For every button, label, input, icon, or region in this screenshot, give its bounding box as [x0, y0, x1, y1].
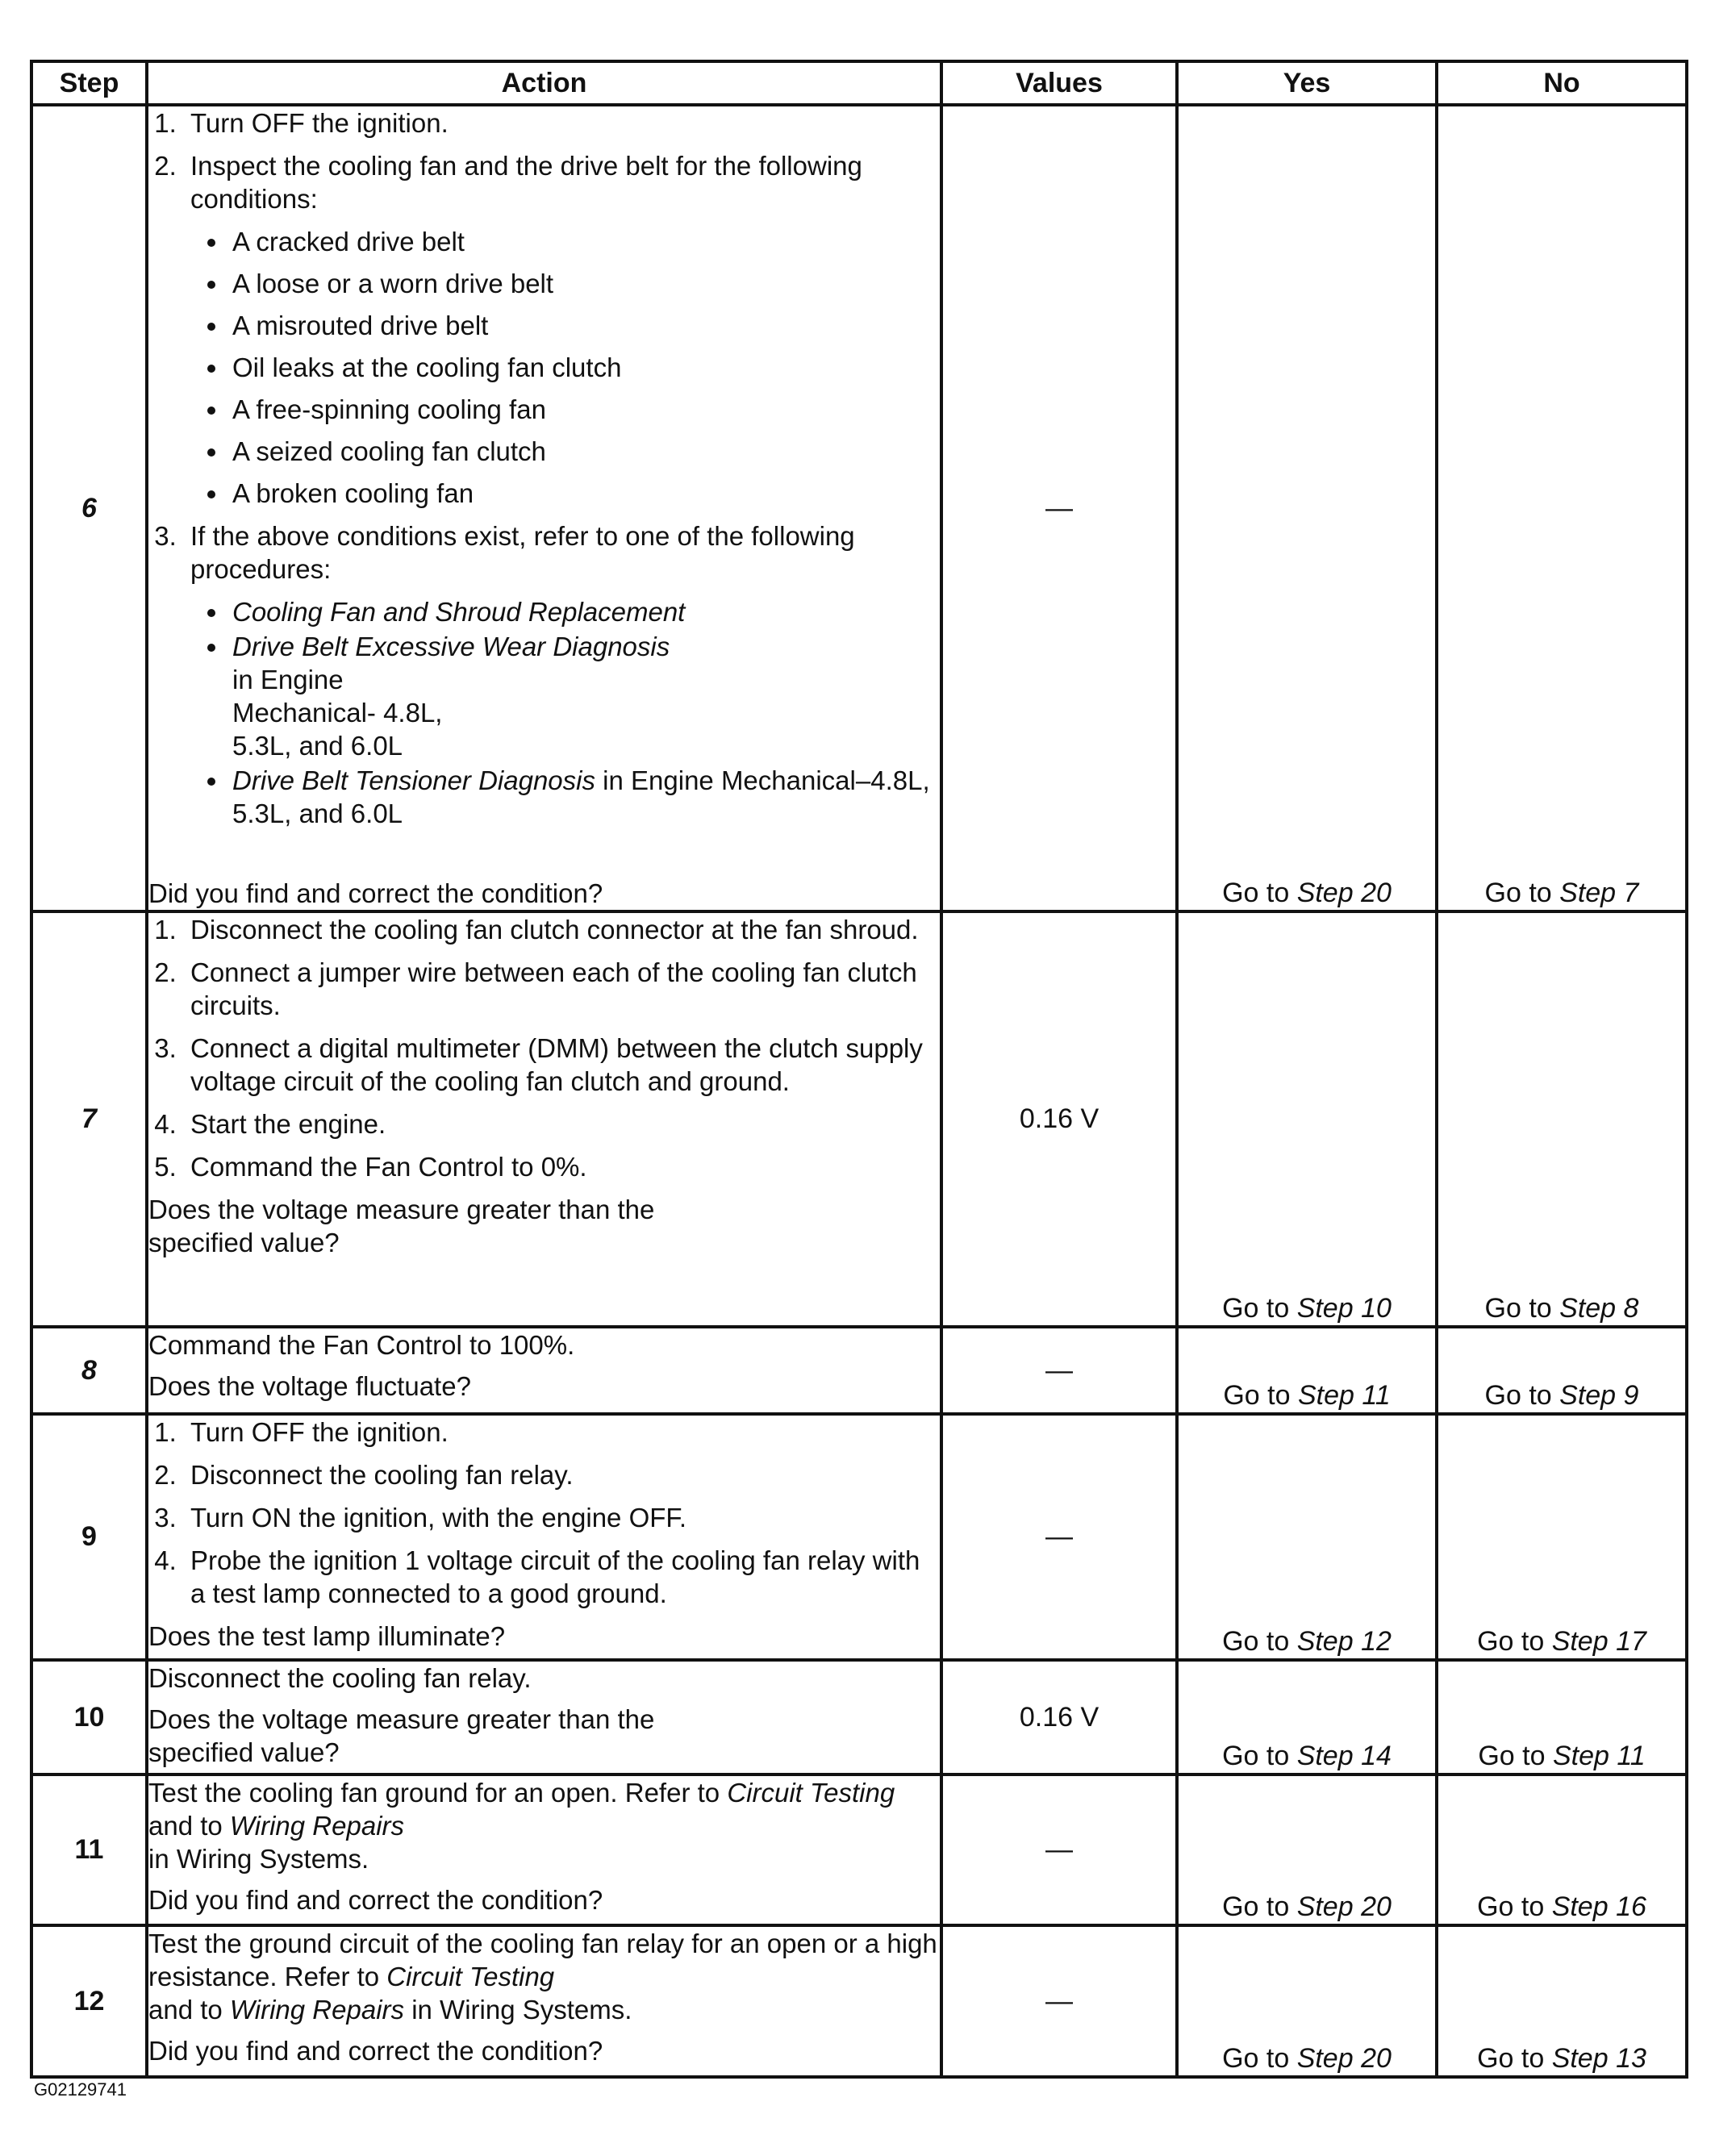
table-row — [31, 1774, 1687, 1925]
yes-cell — [1177, 1925, 1437, 2077]
goto-step-link[interactable]: Step 11 — [1297, 1380, 1391, 1411]
action-steps — [148, 913, 940, 1183]
action-step-text: Inspect the cooling fan and the drive belt for the following conditions: — [190, 151, 862, 214]
goto-step-link[interactable]: Step 20 — [1296, 1891, 1392, 1922]
action-cell — [147, 1660, 941, 1774]
action-step: 4. Probe the ignition 1 voltage circuit of the cooling fan relay with a test lamp connected to a good ground. — [184, 1544, 940, 1610]
yes-cell — [1177, 1660, 1437, 1774]
action-step: 1. Turn OFF the ignition. — [184, 106, 940, 140]
procedure-list — [190, 595, 940, 830]
action-text-part: in Wiring Systems. — [404, 1995, 632, 2025]
diagnostic-table-container — [30, 60, 1685, 2079]
goto-prefix: Go to — [1478, 1741, 1553, 1771]
yes-cell — [1177, 105, 1437, 911]
action-steps — [148, 106, 940, 830]
no-cell — [1437, 1327, 1687, 1414]
list-item: • A misrouted drive belt — [229, 309, 940, 342]
procedure-location: in Engine Mechanical- 4.8L, 5.3L, and 6.0L — [232, 665, 443, 761]
header-row — [31, 61, 1687, 105]
goto-prefix: Go to — [1222, 1741, 1297, 1771]
action-cell — [147, 1925, 941, 2077]
action-text — [148, 1927, 940, 2026]
list-item — [229, 764, 940, 830]
table-row — [31, 1660, 1687, 1774]
table-row — [31, 911, 1687, 1327]
wiring-repairs-link[interactable]: Wiring Repairs — [229, 1811, 405, 1841]
goto-prefix: Go to — [1477, 1891, 1552, 1922]
value-cell: 0.16 V — [941, 1660, 1177, 1774]
action-step: 3. Turn ON the ignition, with the engine OFF. — [184, 1501, 940, 1534]
no-cell — [1437, 1925, 1687, 2077]
action-step: 2. Connect a jumper wire between each of the cooling fan clutch circuits. — [184, 956, 940, 1022]
goto-step-link[interactable]: Step 20 — [1296, 2043, 1392, 2074]
goto-prefix: Go to — [1222, 1293, 1297, 1324]
action-text: Disconnect the cooling fan relay. — [148, 1663, 532, 1693]
goto-prefix: Go to — [1222, 2043, 1297, 2074]
question-text: Does the voltage measure greater than the specified value? — [148, 1195, 655, 1257]
list-item: • A seized cooling fan clutch — [229, 435, 940, 468]
action-step: 5. Command the Fan Control to 0%. — [184, 1150, 940, 1183]
action-step — [184, 519, 940, 830]
yes-cell — [1177, 1774, 1437, 1925]
goto-prefix: Go to — [1223, 1380, 1298, 1411]
action-text-part: in Wiring Systems. — [148, 1844, 369, 1874]
procedure-location: in Engine Mechanical–4.8L, 5.3L, and 6.0L — [232, 765, 930, 828]
list-item: • A cracked drive belt — [229, 225, 940, 258]
goto-prefix: Go to — [1222, 1891, 1297, 1922]
action-cell — [147, 911, 941, 1327]
goto-prefix: Go to — [1484, 1293, 1560, 1324]
procedure-link[interactable]: Drive Belt Excessive Wear Diagnosis — [232, 632, 670, 661]
action-cell — [147, 1327, 941, 1414]
question-text: Does the test lamp illuminate? — [148, 1621, 506, 1651]
goto-prefix: Go to — [1477, 2043, 1552, 2074]
header-action: Action — [147, 61, 941, 105]
action-step — [184, 149, 940, 510]
no-cell — [1437, 105, 1687, 911]
goto-step-link[interactable]: Step 9 — [1559, 1380, 1639, 1411]
step-number: 9 — [31, 1414, 147, 1660]
action-cell — [147, 1774, 941, 1925]
action-cell — [147, 1414, 941, 1660]
step-number: 6 — [31, 105, 147, 911]
goto-step-link[interactable]: Step 7 — [1559, 878, 1639, 908]
list-item — [229, 595, 940, 628]
action-step: 4. Start the engine. — [184, 1107, 940, 1141]
step-number: 12 — [31, 1925, 147, 2077]
question-text: Did you find and correct the condition? — [148, 1885, 603, 1915]
action-step: 2. Disconnect the cooling fan relay. — [184, 1458, 940, 1491]
value-cell: 0.16 V — [941, 911, 1177, 1327]
action-text-part: and to — [148, 1811, 230, 1841]
goto-prefix: Go to — [1222, 878, 1297, 908]
goto-step-link[interactable]: Step 10 — [1296, 1293, 1392, 1324]
circuit-testing-link[interactable]: Circuit Testing — [386, 1962, 555, 1991]
question-text: Does the voltage measure greater than the specified value? — [148, 1704, 655, 1767]
goto-prefix: Go to — [1222, 1626, 1297, 1657]
no-cell — [1437, 1414, 1687, 1660]
action-text-part: Test the cooling fan ground for an open. Refer to — [148, 1778, 728, 1808]
circuit-testing-link[interactable]: Circuit Testing — [727, 1778, 895, 1808]
diagnostic-table — [30, 60, 1688, 2079]
no-cell — [1437, 1660, 1687, 1774]
goto-step-link[interactable]: Step 20 — [1296, 878, 1392, 908]
header-values: Values — [941, 61, 1177, 105]
no-cell — [1437, 911, 1687, 1327]
action-cell — [147, 105, 941, 911]
header-yes: Yes — [1177, 61, 1437, 105]
list-item: • A free-spinning cooling fan — [229, 393, 940, 426]
step-number: 8 — [31, 1327, 147, 1414]
wiring-repairs-link[interactable]: Wiring Repairs — [229, 1995, 405, 2025]
question-text: Did you find and correct the condition? — [148, 878, 603, 908]
condition-list — [190, 225, 940, 510]
goto-step-link[interactable]: Step 16 — [1551, 1891, 1646, 1922]
value-cell: — — [941, 1414, 1177, 1660]
action-step-text: If the above conditions exist, refer to one of the following procedures: — [190, 521, 855, 584]
procedure-link[interactable]: Drive Belt Tensioner Diagnosis — [232, 765, 595, 795]
goto-step-link[interactable]: Step 14 — [1296, 1741, 1392, 1771]
table-row — [31, 1925, 1687, 2077]
value-cell: — — [941, 1774, 1177, 1925]
no-cell — [1437, 1774, 1687, 1925]
list-item: • A loose or a worn drive belt — [229, 267, 940, 300]
value-cell: — — [941, 1327, 1177, 1414]
goto-step-link[interactable]: Step 13 — [1551, 2043, 1646, 2074]
table-row — [31, 105, 1687, 911]
goto-step-link[interactable]: Step 17 — [1551, 1626, 1646, 1657]
goto-prefix: Go to — [1477, 1626, 1552, 1657]
action-step: 3. Connect a digital multimeter (DMM) between the clutch supply voltage circuit of the cooling fan clutch and ground. — [184, 1032, 940, 1098]
step-number: 10 — [31, 1660, 147, 1774]
value-cell: — — [941, 105, 1177, 911]
step-number: 7 — [31, 911, 147, 1327]
goto-step-link[interactable]: Step 11 — [1552, 1741, 1646, 1771]
procedure-link[interactable]: Cooling Fan and Shroud Replacement — [232, 597, 686, 627]
yes-cell — [1177, 911, 1437, 1327]
action-step: 1. Turn OFF the ignition. — [184, 1416, 940, 1449]
action-steps — [148, 1416, 940, 1610]
table-row — [31, 1414, 1687, 1660]
step-number: 11 — [31, 1774, 147, 1925]
goto-prefix: Go to — [1484, 878, 1560, 908]
yes-cell — [1177, 1327, 1437, 1414]
header-step: Step — [31, 61, 147, 105]
question-text: Does the voltage fluctuate? — [148, 1371, 471, 1401]
goto-step-link[interactable]: Step 8 — [1559, 1293, 1639, 1324]
goto-step-link[interactable]: Step 12 — [1296, 1626, 1392, 1657]
yes-cell — [1177, 1414, 1437, 1660]
list-item: • A broken cooling fan — [229, 477, 940, 510]
list-item: • Oil leaks at the cooling fan clutch — [229, 351, 940, 384]
action-text-part: and to — [148, 1995, 230, 2025]
list-item — [229, 630, 940, 762]
figure-id: G02129741 — [34, 2079, 127, 2100]
table-row — [31, 1327, 1687, 1414]
action-text: Command the Fan Control to 100%. — [148, 1330, 575, 1360]
action-text — [148, 1776, 940, 1875]
value-cell: — — [941, 1925, 1177, 2077]
goto-prefix: Go to — [1484, 1380, 1560, 1411]
question-text: Did you find and correct the condition? — [148, 2036, 603, 2066]
action-text-part: Test the ground circuit of the cooling fan relay for an open or a high resistance. Refer to — [148, 1929, 937, 1991]
header-no: No — [1437, 61, 1687, 105]
action-step: 1. Disconnect the cooling fan clutch connector at the fan shroud. — [184, 913, 940, 946]
